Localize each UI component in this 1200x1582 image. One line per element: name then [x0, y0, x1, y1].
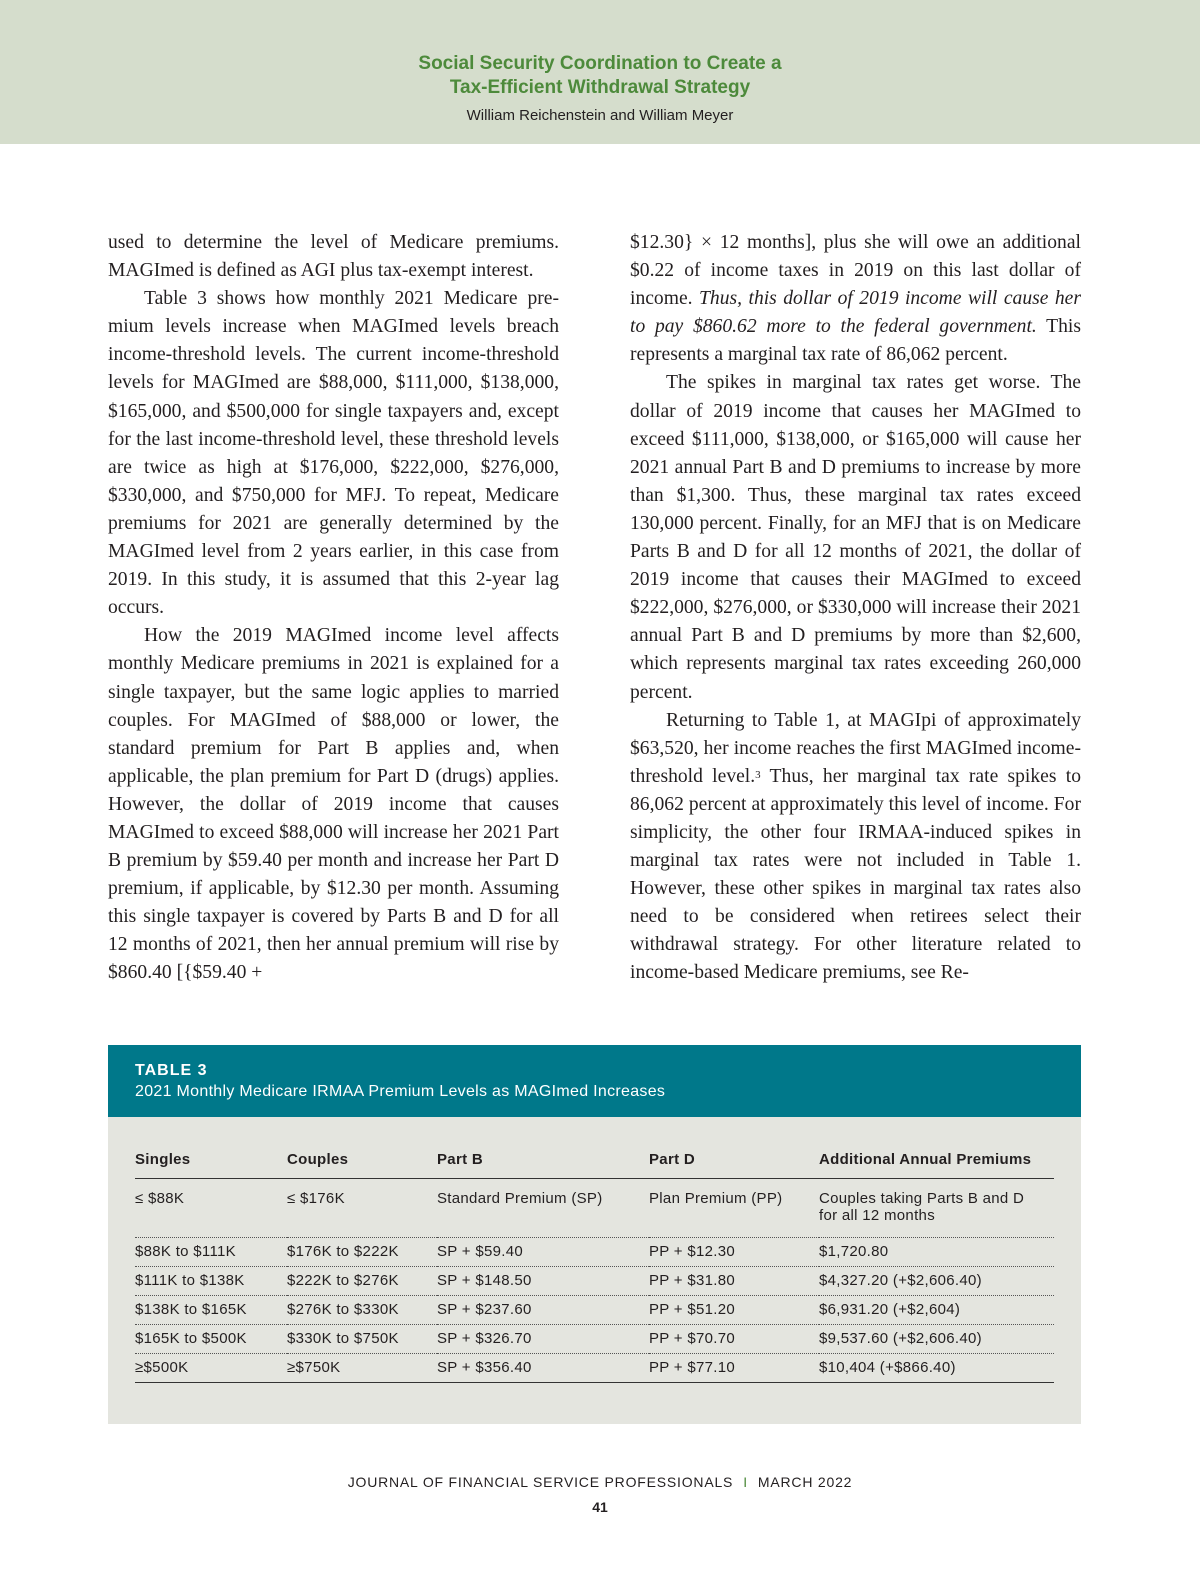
footer-separator: I — [743, 1474, 748, 1490]
right-column — [630, 229, 1081, 988]
emphasis-text: Thus, this dollar of 2019 income will cause her to pay $860.62 more to the federal government. — [630, 288, 1082, 338]
table-cell: PP + $51.20 — [649, 1296, 819, 1325]
table-row — [135, 1179, 1054, 1238]
table-cell: PP + $12.30 — [649, 1238, 819, 1267]
left-column — [108, 229, 559, 988]
text-span: Returning to Table 1, at MAGIpi of approximately $63,520, her income reaches the first MAGImed income-threshold level. — [630, 709, 1081, 787]
table-3 — [108, 1045, 1081, 1424]
table-header-row — [135, 1148, 1054, 1179]
table-cell: PP + $77.10 — [649, 1354, 819, 1383]
article-title-line2: Tax-Efficient Withdrawal Strategy — [449, 77, 751, 98]
table-cell: $276K to $330K — [287, 1296, 437, 1325]
paragraph: How the 2019 MAGImed income level affects monthly Medicare premiums in 2021 is explained for a single taxpayer, but the same logic applies to married couples. For MAGImed of $88,000 or lower, the standard premium for Part B applies and, when applicable, the plan premium for Part D (drugs) applies. However, the dollar of 2019 income that causes MAGImed to exceed $88,000 will increase her 2021 Part B premium by $59.40 per month and increase her Part D premium, if applicable, by $12.30 per month. Assuming this single taxpayer is covered by Parts B and D for all 12 months of 2021, then her annual premium will rise by $860.40 [{$59.40 + — [108, 625, 559, 984]
article-authors: William Reichenstein and William Meyer — [466, 107, 734, 124]
table-cell: $111K to $138K — [135, 1267, 287, 1296]
table-row — [135, 1325, 1054, 1354]
table-row — [135, 1296, 1054, 1325]
paragraph: used to determine the level of Medicare premiums. MAGImed is defined as AGI plus tax-exempt interest. — [108, 232, 559, 282]
column-header: Singles — [135, 1148, 287, 1179]
table-cell: $6,931.20 (+$2,604) — [819, 1296, 1054, 1325]
running-footer — [0, 1474, 1200, 1490]
table-cell: $330K to $750K — [287, 1325, 437, 1354]
table-cell: $9,537.60 (+$2,606.40) — [819, 1325, 1054, 1354]
table-header-band — [108, 1045, 1081, 1117]
text-span: Thus, her marginal tax rate spikes to 86,062 percent at approximately this level of income. For simplicity, the other four IRMAA-induced spikes in marginal tax rates were not included in Table 1. However, these other spikes in marginal tax rates also need to be considered when retirees select their withdrawal strategy. For other literature related to income-based Medicare premiums, see Re- — [630, 765, 1081, 984]
table-cell: Plan Premium (PP) — [649, 1179, 819, 1238]
column-header: Additional Annual Premiums — [819, 1148, 1054, 1179]
table-cell: ≤ $176K — [287, 1179, 437, 1238]
journal-name: JOURNAL OF FINANCIAL SERVICE PROFESSIONALS — [347, 1474, 734, 1490]
table-cell: ≥$750K — [287, 1354, 437, 1383]
column-header: Part D — [649, 1148, 819, 1179]
table-row — [135, 1238, 1054, 1267]
paragraph: Table 3 shows how monthly 2021 Medicare premium levels increase when MAGImed levels breach income-threshold levels. The current income-threshold levels for MAGImed are $88,000, $111,000, $138,000, $165,000, and $500,000 for single taxpayers and, except for the last income-threshold level, these threshold levels are twice as high at $176,000, $222,000, $276,000, $330,000, and $750,000 for MFJ. To repeat, Medicare premiums for 2021 are generally determined by the MAGImed level from 2 years earlier, in this case from 2019. In this study, it is assumed that this 2-year lag occurs. — [108, 288, 559, 619]
table-cell — [819, 1179, 1054, 1238]
table-cell: $138K to $165K — [135, 1296, 287, 1325]
table-caption: 2021 Monthly Medicare IRMAA Premium Levels as MAGImed Increases — [135, 1083, 666, 1100]
table-cell: $222K to $276K — [287, 1267, 437, 1296]
table-cell: ≥$500K — [135, 1354, 287, 1383]
column-header: Part B — [437, 1148, 649, 1179]
table-cell: $4,327.20 (+$2,606.40) — [819, 1267, 1054, 1296]
table-cell: PP + $70.70 — [649, 1325, 819, 1354]
table-row — [135, 1267, 1054, 1296]
table-cell: SP + $326.70 — [437, 1325, 649, 1354]
cell-line: for all 12 months — [819, 1207, 935, 1224]
table-cell: $176K to $222K — [287, 1238, 437, 1267]
footnote-ref[interactable]: 3 — [755, 768, 761, 781]
table-cell: ≤ $88K — [135, 1179, 287, 1238]
paragraph — [630, 229, 1081, 369]
page-number: 41 — [592, 1499, 608, 1515]
text-span: This represents a marginal tax rate of 86,062 percent. — [630, 316, 1081, 366]
premium-table — [135, 1148, 1054, 1383]
table-row — [135, 1354, 1054, 1383]
article-title-line1: Social Security Coordination to Create a — [418, 53, 782, 74]
paragraph — [630, 707, 1081, 988]
table-cell: $1,720.80 — [819, 1238, 1054, 1267]
table-label: TABLE 3 — [135, 1062, 208, 1079]
table-cell: $88K to $111K — [135, 1238, 287, 1267]
table-cell: $165K to $500K — [135, 1325, 287, 1354]
table-cell: $10,404 (+$866.40) — [819, 1354, 1054, 1383]
table-cell: SP + $356.40 — [437, 1354, 649, 1383]
cell-line: Couples taking Parts B and D — [819, 1190, 1025, 1207]
column-header: Couples — [287, 1148, 437, 1179]
table-cell: SP + $59.40 — [437, 1238, 649, 1267]
table-cell: PP + $31.80 — [649, 1267, 819, 1296]
running-header — [0, 0, 1200, 144]
table-cell: Standard Premium (SP) — [437, 1179, 649, 1238]
table-cell: SP + $237.60 — [437, 1296, 649, 1325]
issue-date: MARCH 2022 — [757, 1474, 853, 1490]
text-span: $12.30} × 12 months], plus she will owe an additional $0.22 of income taxes in 2019 on this last dollar of income. — [630, 232, 1081, 310]
paragraph: The spikes in marginal tax rates get worse. The dollar of 2019 income that causes her MAGImed to exceed $111,000, $138,000, or $165,000 will cause her 2021 annual Part B and D premiums to increase by more than $1,300. Thus, these marginal tax rates exceed 130,000 percent. Finally, for an MFJ that is on Medicare Parts B and D for all 12 months of 2021, the dollar of 2019 income that causes their MAGImed to exceed $222,000, $276,000, or $330,000 will increase their 2021 annual Part B and D premiums by more than $2,600, which represents marginal tax rates exceeding 260,000 percent. — [630, 372, 1081, 703]
table-cell: SP + $148.50 — [437, 1267, 649, 1296]
